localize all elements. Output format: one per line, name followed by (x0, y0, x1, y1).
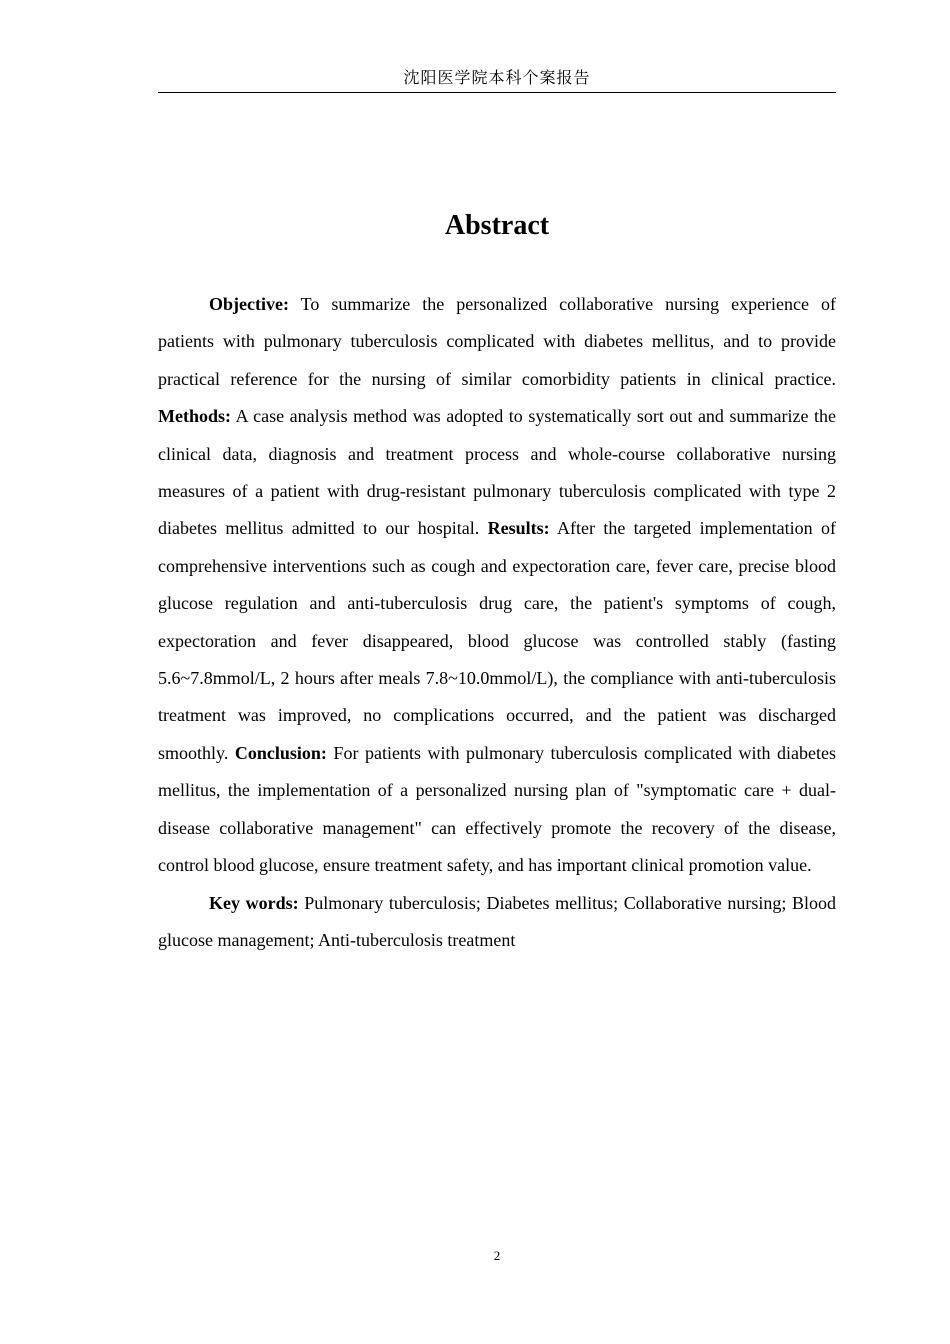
abstract-title: Abstract (444, 210, 550, 241)
results-text: After the targeted implementation of comprehensive interventions such as cough and expectoration care, fever care, precise blood glucose regulation and anti-tuberculosis drug care, the patient's symptoms of cough, expectoration and fever disappeared, blood glucose was controlled stably (fasting 5.6~7.8mmol/L, 2 hours after meals 7.8~10.0mmol/L), the compliance with anti-tuberculosis treatment was improved, no complications occurred, and the patient was discharged smoothly. (158, 518, 836, 763)
conclusion-label: Conclusion: (234, 742, 327, 763)
keywords-text: Pulmonary tuberculosis; Diabetes mellitus; Collaborative nursing; Blood glucose management; Anti-tuberculosis treatment (158, 892, 836, 950)
conclusion-text: For patients with pulmonary tuberculosis complicated with diabetes mellitus, the implementation of a personalized nursing plan of "symptomatic care + dual-disease collaborative management" can effectively promote the recovery of the disease, control blood glucose, ensure treatment safety, and has important clinical promotion value. (158, 742, 837, 876)
abstract-paragraph (158, 286, 836, 885)
results-label: Results: (487, 518, 550, 539)
methods-label: Methods: (158, 406, 231, 427)
abstract-body (158, 286, 836, 959)
keywords-paragraph (158, 885, 836, 960)
page-header: 沈阳医学院本科个案报告 (158, 64, 836, 93)
keywords-label: Key words: (209, 892, 299, 913)
methods-text: A case analysis method was adopted to systematically sort out and summarize the clinical data, diagnosis and treatment process and whole-course collaborative nursing measures of a patient with drug-resistant pulmonary tuberculosis complicated with type 2 diabetes mellitus admitted to our hospital. (158, 406, 836, 539)
objective-label: Objective: (209, 294, 289, 314)
page-number: 2 (493, 1248, 501, 1263)
objective-text: To summarize the personalized collaborative nursing experience of patients with pulmonary tuberculosis complicated with diabetes mellitus, and to provide practical reference for the nursing of similar comorbidity patients in clinical practice. (158, 294, 836, 389)
